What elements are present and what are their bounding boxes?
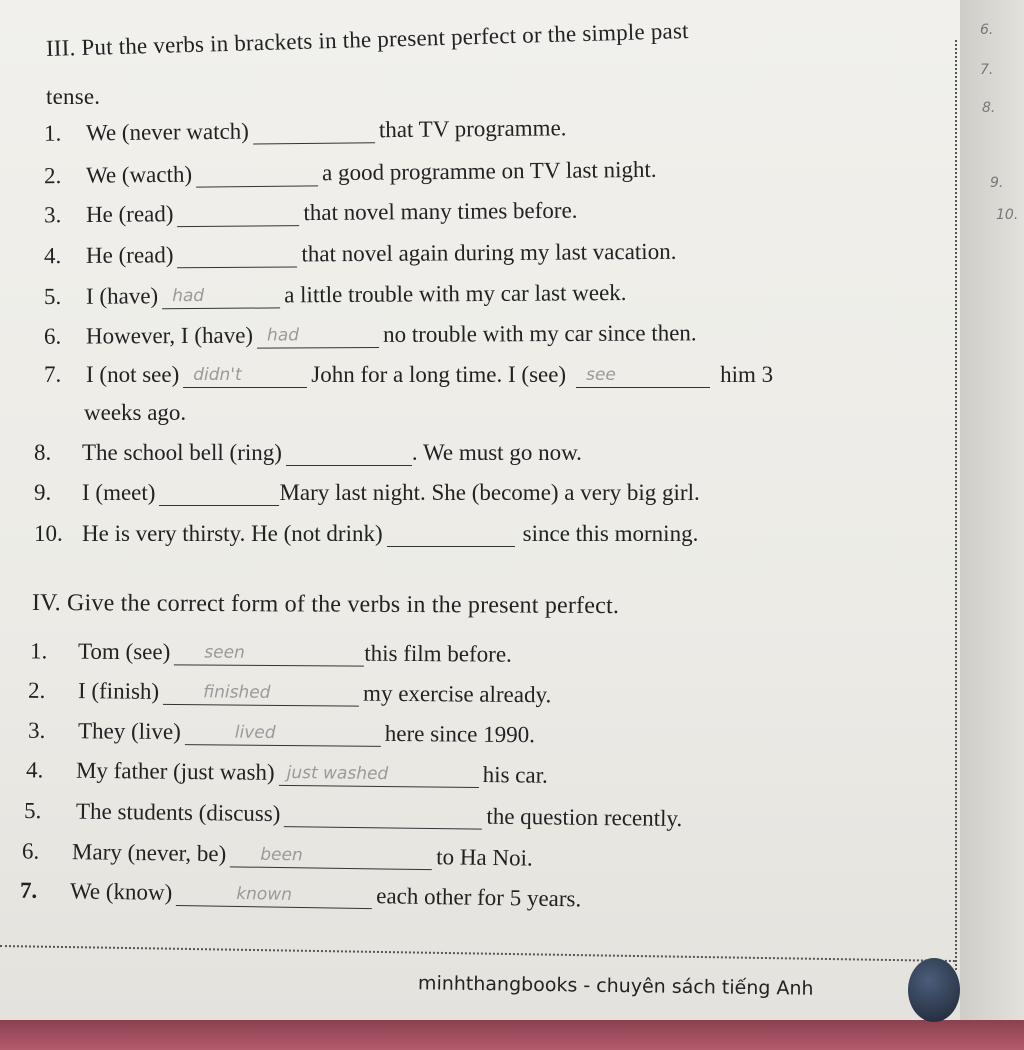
- item-text: the question recently.: [486, 803, 683, 832]
- item-prompt: We (never watch): [85, 118, 250, 146]
- pencil-answer: known: [236, 883, 293, 905]
- margin-mark: 6.: [980, 22, 994, 38]
- item-prompt: I (meet): [82, 480, 156, 505]
- item-text: my exercise already.: [363, 680, 552, 708]
- answer-blank[interactable]: [183, 367, 307, 388]
- pencil-answer: just washed: [286, 762, 389, 785]
- item-text: to Ha Noi.: [436, 844, 533, 871]
- item-prompt: He (read): [85, 242, 174, 268]
- section-3-title: III. Put the verbs in brackets in the present perfect or the simple past: [45, 18, 689, 61]
- item-text: his car.: [482, 762, 548, 788]
- margin-mark: 8.: [982, 100, 996, 116]
- item-number: 2.: [27, 677, 46, 703]
- page-number-badge: [908, 958, 960, 1022]
- pencil-answer: lived: [234, 722, 276, 743]
- item-prompt: However, I (have): [85, 322, 254, 349]
- item-text: since this morning.: [522, 521, 699, 546]
- answer-blank[interactable]: [159, 485, 279, 506]
- exercise-item: [44, 280, 627, 310]
- item-number: 4.: [25, 757, 44, 783]
- exercise-item: [34, 480, 700, 506]
- pencil-answer: finished: [203, 682, 271, 703]
- facing-page-edge: [960, 0, 1024, 1030]
- item-text: each other for 5 years.: [376, 883, 582, 912]
- item-number: 7.: [19, 877, 38, 903]
- pencil-answer: seen: [204, 642, 245, 663]
- item-prompt: I (not see): [86, 362, 180, 387]
- item-number: 6.: [43, 323, 62, 349]
- pencil-answer: had: [266, 325, 300, 346]
- item-text: that novel many times before.: [303, 197, 578, 226]
- item-prompt: He (read): [85, 201, 174, 227]
- exercise-item: [28, 718, 535, 748]
- answer-blank[interactable]: [257, 327, 379, 349]
- item-number: 1.: [43, 120, 62, 146]
- item-prompt: The school bell (ring): [82, 440, 282, 465]
- answer-blank[interactable]: [387, 526, 515, 547]
- item-number: 8.: [34, 440, 52, 465]
- item-prompt: The students (discuss): [75, 798, 281, 827]
- item-prompt: I (have): [85, 283, 159, 309]
- exercise-item: [44, 198, 578, 229]
- exercise-item: [30, 638, 512, 667]
- answer-blank[interactable]: [174, 644, 364, 666]
- item-prompt: I (finish): [77, 678, 160, 704]
- item-number: 5.: [23, 797, 42, 824]
- exercise-item: [34, 521, 698, 547]
- item-text: here since 1990.: [384, 720, 536, 748]
- table-cloth: [0, 1020, 1024, 1050]
- answer-blank[interactable]: [279, 762, 479, 788]
- exercise-item: [28, 678, 551, 709]
- item-text: a good programme on TV last night.: [321, 156, 657, 186]
- item-text: this film before.: [364, 640, 512, 667]
- answer-blank[interactable]: [176, 885, 372, 909]
- answer-blank[interactable]: [162, 287, 280, 309]
- item-number: 6.: [21, 838, 40, 864]
- item-number: 10.: [34, 521, 63, 546]
- exercise-item: [44, 239, 677, 269]
- answer-blank[interactable]: [284, 806, 482, 829]
- item-text: . We must go now.: [411, 440, 582, 465]
- item-text: John for a long time. I (see): [311, 362, 567, 387]
- exercise-item: [34, 440, 582, 466]
- item-text: Mary last night. She (become) a very big girl.: [279, 480, 700, 505]
- exercise-item: [44, 320, 697, 349]
- margin-mark: 10.: [996, 207, 1019, 223]
- item-text: weeks ago.: [84, 400, 187, 425]
- item-prompt: He is very thirsty. He (not drink): [82, 521, 383, 546]
- item-number: 3.: [43, 202, 62, 228]
- item-number: 5.: [43, 283, 62, 310]
- answer-blank[interactable]: [253, 122, 375, 144]
- exercise-item: [44, 362, 773, 388]
- margin-mark: 7.: [980, 62, 994, 78]
- item-number: 9.: [34, 480, 52, 505]
- exercise-item: [26, 757, 548, 788]
- section-4-title: IV. Give the correct form of the verbs in the present perfect.: [31, 590, 620, 620]
- answer-blank[interactable]: [177, 205, 299, 227]
- answer-blank[interactable]: [576, 367, 710, 388]
- item-number: 3.: [27, 717, 46, 743]
- item-prompt: They (live): [77, 718, 181, 745]
- item-number: 1.: [29, 638, 48, 664]
- pencil-answer: been: [260, 844, 303, 866]
- item-prompt: We (know): [69, 878, 173, 905]
- item-number: 4.: [43, 243, 62, 269]
- item-text: that novel again during my last vacation.: [301, 238, 677, 267]
- pencil-answer: see: [586, 365, 616, 385]
- item-prompt: We (wacth): [85, 161, 193, 188]
- item-prompt: Mary (never, be): [71, 839, 227, 867]
- answer-blank[interactable]: [163, 684, 359, 707]
- item-text: him 3: [720, 362, 774, 387]
- pencil-answer: had: [172, 285, 205, 307]
- exercise-item-continuation: [84, 400, 186, 426]
- item-text: a little trouble with my car last week.: [284, 279, 627, 308]
- item-text: no trouble with my car since then.: [382, 320, 697, 347]
- item-number: 2.: [43, 163, 62, 189]
- margin-mark: 9.: [990, 175, 1004, 191]
- pencil-answer: didn't: [193, 365, 242, 385]
- publisher-footer: minhthangbooks - chuyên sách tiếng Anh: [417, 972, 814, 1000]
- answer-blank[interactable]: [286, 445, 412, 466]
- answer-blank[interactable]: [185, 724, 381, 747]
- item-text: that TV programme.: [378, 115, 567, 143]
- answer-blank[interactable]: [196, 165, 318, 187]
- exercise-item: [44, 115, 567, 146]
- item-prompt: Tom (see): [77, 638, 171, 665]
- item-prompt: My father (just wash): [75, 757, 275, 785]
- answer-blank[interactable]: [230, 846, 432, 870]
- page-border-right: [955, 40, 957, 970]
- item-number: 7.: [44, 362, 62, 387]
- answer-blank[interactable]: [177, 246, 297, 268]
- section-3-title-cont: tense.: [46, 84, 101, 109]
